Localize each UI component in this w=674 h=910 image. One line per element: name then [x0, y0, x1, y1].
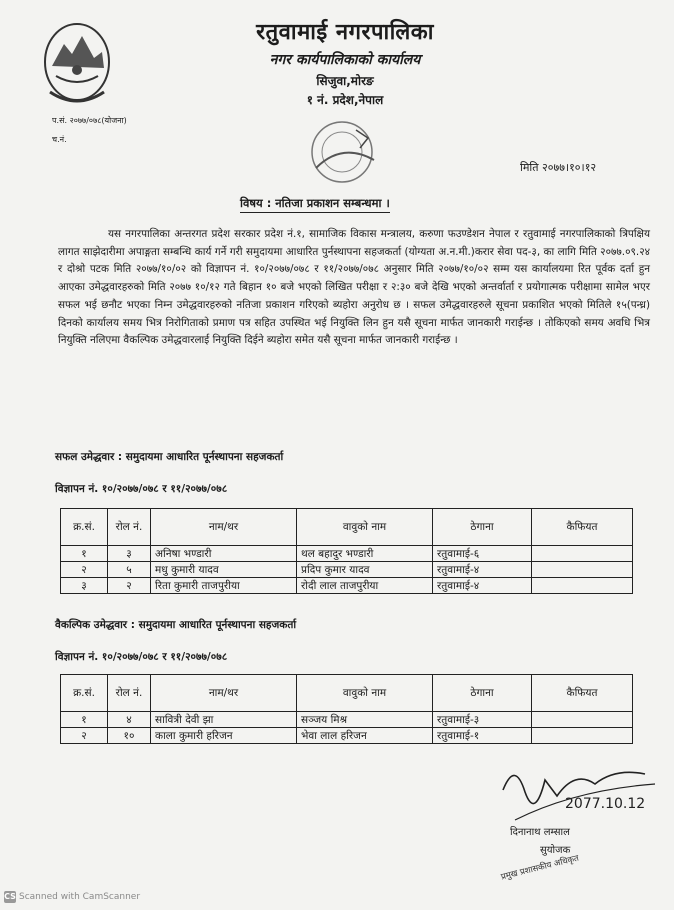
col-sn: क्र.सं. — [61, 675, 108, 712]
table-row — [61, 728, 633, 744]
cell-name: सावित्री देवी झा — [151, 712, 297, 728]
cell-address: रतुवामाई-१ — [433, 728, 532, 744]
cell-address: रतुवामाई-४ — [433, 578, 532, 594]
successful-heading: सफल उमेद्धवार : समुदायमा आधारित पूर्नस्थापना सहजकर्ता — [55, 451, 284, 463]
table-row — [61, 578, 633, 594]
cell-sn: ३ — [61, 578, 108, 594]
camscanner-logo-icon: CS — [4, 892, 16, 901]
col-father: वावुको नाम — [297, 509, 433, 546]
cell-roll: १० — [108, 728, 151, 744]
signature-date: 2077.10.12 — [565, 796, 646, 812]
successful-candidates-table — [60, 508, 633, 594]
col-name: नाम/थर — [151, 675, 297, 712]
col-sn: क्र.सं. — [61, 509, 108, 546]
cell-remark — [532, 546, 633, 562]
nepal-emblem-icon — [38, 18, 116, 112]
cell-remark — [532, 562, 633, 578]
table-header-row — [61, 509, 633, 546]
cell-sn: २ — [61, 562, 108, 578]
notice-subject: विषय : नतिजा प्रकाशन सम्बन्धमा । — [240, 196, 390, 213]
reference-number: प.सं. २०७७/०७८(योजना) — [52, 116, 127, 125]
cell-roll: ३ — [108, 546, 151, 562]
cell-sn: १ — [61, 546, 108, 562]
cell-address: रतुवामाई-४ — [433, 562, 532, 578]
dispatch-number: च.नं. — [52, 135, 67, 144]
cell-father: रोदी लाल ताजपुरीया — [297, 578, 433, 594]
scanner-label: Scanned with CamScanner — [19, 892, 141, 902]
office-place: सिजुवा,मोरङ — [316, 74, 374, 88]
cell-roll: ४ — [108, 712, 151, 728]
cell-sn: २ — [61, 728, 108, 744]
notice-body: यस नगरपालिका अन्तरगत प्रदेश सरकार प्रदेश नं.१, सामाजिक विकास मन्त्रालय, करुणा फउण्डेशन नेपाल र रतुवामाई नगरपालिकाको त्रिपक्षिय लागत साझेदारीमा अपाङ्गता सम्बन्धि कार्य गर्ने गरी समुदायमा आधारित पुर्नस्थापना सहजकर्ता (योग्यता अ.न.मी.)करार सेवा पद-३, का लागि मिति २०७७.०९.२४ र दोश्रो पटक मिति २०७७/१०/०२ को विज्ञापन नं. १०/२०७७/०७८ र ११/२०७७/०७८ अनुसार मिति २०७७/१०/०२ सम्म यस कार्यालयमा रित पूर्वक दर्ता हुन आएका उमेद्धवारहरुको मिति २०७७ १०/१२ गते बिहान १० बजे भएको लिखित परीक्षा र २:३० बजे देखि भएको अन्तर्वार्ता र प्रयोगात्मक परीक्षामा सामेल भएर सफल भई छनौट भएका निम्न उमेद्धवारहरुको नतिजा प्रकाशन गरिएको ब्यहोरा अनुरोध छ । सफल उमेद्धवारहरुले सूचना प्रकाशित भएको मितिले १५(पन्ध्र) दिनको कार्यालय समय भित्र निरोगिताको प्रमाण पत्र सहित उपस्थित भई नियुक्ति लिन हुन यसै सूचना मार्फत जानकारी गराईन्छ । तोकिएको समय अवधि भित्र नियुक्ति नलिएमा वैकल्पिक उमेद्धवारलाई नियुक्ति दिईने ब्यहोरा समेत यसै सूचना मार्फत जानकारी गराईन्छ । — [58, 228, 650, 347]
cell-father: थल बहादुर भण्डारी — [297, 546, 433, 562]
cell-father: भेवा लाल हरिजन — [297, 728, 433, 744]
cell-name: मधु कुमारी यादव — [151, 562, 297, 578]
table-header-row — [61, 675, 633, 712]
alternate-advert-number: विज्ञापन नं. १०/२०७७/०७८ र ११/२०७७/०७८ — [55, 651, 228, 663]
col-address: ठेगाना — [433, 509, 532, 546]
office-stamp-seal — [296, 108, 388, 196]
cell-address: रतुवामाई-६ — [433, 546, 532, 562]
cell-name: काला कुमारी हरिजन — [151, 728, 297, 744]
alternate-heading: वैकल्पिक उमेद्धवार : समुदायमा आधारित पूर्नस्थापना सहजकर्ता — [55, 619, 297, 631]
cell-father: प्रदिप कुमार यादव — [297, 562, 433, 578]
alternate-candidates-table — [60, 674, 633, 744]
successful-advert-number: विज्ञापन नं. १०/२०७७/०७८ र ११/२०७७/०७८ — [55, 483, 228, 495]
cell-sn: १ — [61, 712, 108, 728]
cell-remark — [532, 712, 633, 728]
col-father: वावुको नाम — [297, 675, 433, 712]
col-name: नाम/थर — [151, 509, 297, 546]
table-row — [61, 546, 633, 562]
scanner-watermark — [4, 891, 140, 903]
signer-role: सुयोजक — [540, 845, 571, 856]
handwritten-signature — [495, 750, 665, 860]
signer-name: दिनानाथ लम्साल — [510, 827, 570, 838]
col-address: ठेगाना — [433, 675, 532, 712]
col-roll: रोल नं. — [108, 509, 151, 546]
notice-date: मिति २०७७।१०।१२ — [520, 161, 597, 174]
cell-address: रतुवामाई-३ — [433, 712, 532, 728]
municipality-title: रतुवामाई नगरपालिका — [256, 20, 434, 45]
cell-remark — [532, 578, 633, 594]
cell-father: सञ्जय मिश्र — [297, 712, 433, 728]
cell-roll: ५ — [108, 562, 151, 578]
office-name: नगर कार्यपालिकाको कार्यालय — [269, 52, 421, 68]
cell-remark — [532, 728, 633, 744]
col-remark: कैफियत — [532, 509, 633, 546]
col-remark: कैफियत — [532, 675, 633, 712]
signer-stamp-text: प्रमुख प्रशासकीय अधिकृत — [500, 853, 580, 883]
table-row — [61, 712, 633, 728]
table-row — [61, 562, 633, 578]
col-roll: रोल नं. — [108, 675, 151, 712]
office-province: १ नं. प्रदेश,नेपाल — [306, 93, 384, 107]
cell-name: रिता कुमारी ताजपुरीया — [151, 578, 297, 594]
cell-name: अनिषा भण्डारी — [151, 546, 297, 562]
cell-roll: २ — [108, 578, 151, 594]
